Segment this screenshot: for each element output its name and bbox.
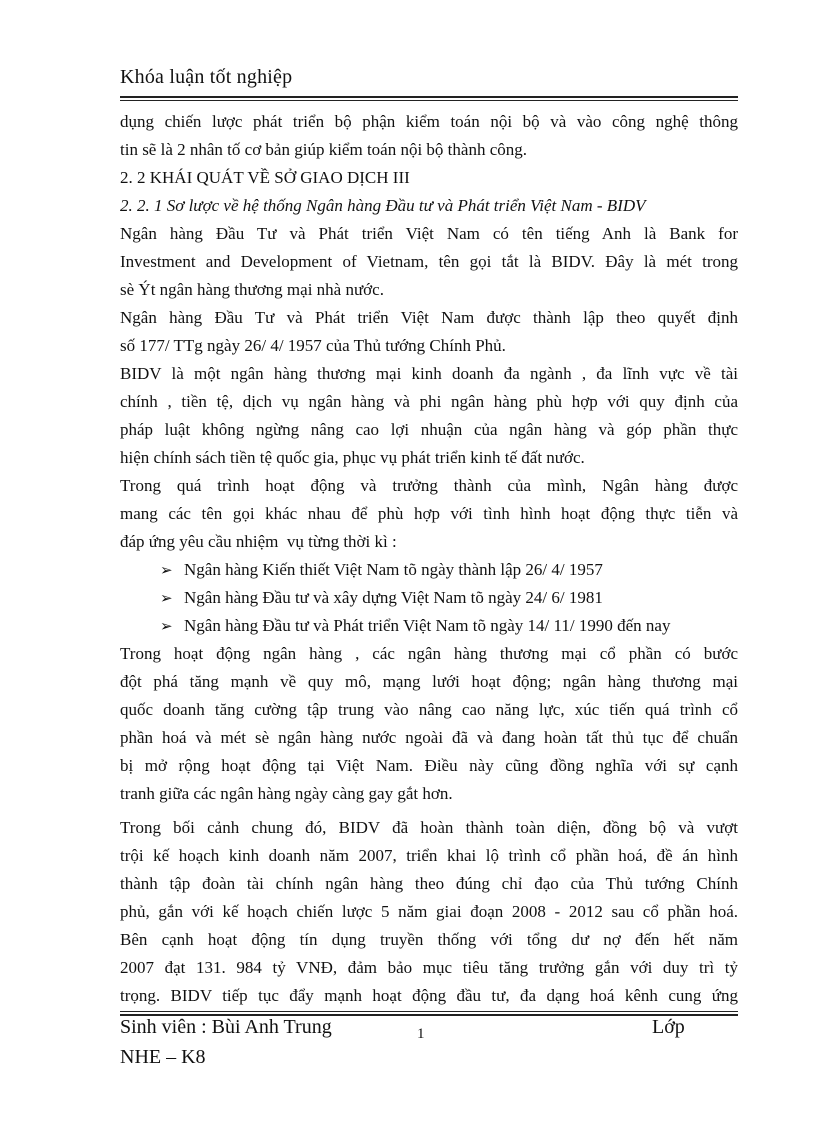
paragraph-line: tin sẽ là 2 nhân tố cơ bản giúp kiểm toán nội bộ thành công.	[120, 140, 527, 159]
header-rule-bottom	[120, 100, 738, 101]
paragraph-line: Trong hoạt động ngân hàng , các ngân hàng thương mại cổ phần có bước	[120, 644, 738, 663]
paragraph-line: Trong bối cảnh chung đó, BIDV đã hoàn thành toàn diện, đồng bộ và vượt	[120, 818, 738, 837]
paragraph-line: sè Ýt ngân hàng thương mại nhà nước.	[120, 280, 384, 299]
bullet-item	[120, 612, 738, 640]
paragraph-line: đáp ứng yêu cầu nhiệm vụ từng thời kì :	[120, 532, 397, 551]
bullet-arrow-icon: ➢	[160, 591, 173, 607]
paragraph-line: quốc doanh tăng cường tập trung vào nâng cao năng lực, xúc tiến quá trình cổ	[120, 700, 738, 719]
paragraph-line: tranh giữa các ngân hàng ngày càng gay gắt hơn.	[120, 784, 453, 803]
paragraph-line: phủ, gắn với kế hoạch chiến lược 5 năm giai đoạn 2008 - 2012 sau cổ phần hoá.	[120, 902, 738, 921]
header-rule-top	[120, 96, 738, 98]
footer-rule-top	[120, 1011, 738, 1012]
paragraph-line: thành tập đoàn tài chính ngân hàng theo đúng chỉ đạo của Thủ tướng Chính	[120, 874, 738, 893]
bullet-text: Ngân hàng Kiến thiết Việt Nam tõ ngày thành lập 26/ 4/ 1957	[184, 560, 603, 579]
bullet-arrow-icon: ➢	[160, 619, 173, 635]
paragraph-line: trọng. BIDV tiếp tục đẩy mạnh hoạt động đầu tư, đa dạng hoá kênh cung ứng	[120, 986, 738, 1005]
paragraph-line: chính , tiền tệ, dịch vụ ngân hàng và phi ngân hàng phù hợp với quy định của	[120, 392, 738, 411]
footer-page-number: 1	[417, 1026, 425, 1042]
paragraph-line: BIDV là một ngân hàng thương mại kinh doanh đa ngành , đa lĩnh vực về tài	[120, 364, 738, 383]
footer-student-name: Sinh viên : Bùi Anh Trung	[120, 1016, 332, 1038]
paragraph-line: 2007 đạt 131. 984 tỷ VNĐ, đảm bảo mục tiêu tăng trưởng gắn với duy trì tỷ	[120, 958, 738, 977]
paragraph-line: mang các tên gọi khác nhau để phù hợp với tình hình hoạt động thực tiễn và	[120, 504, 738, 523]
subsection-heading: 2. 2. 1 Sơ lược về hệ thống Ngân hàng Đầu tư và Phát triển Việt Nam - BIDV	[120, 196, 646, 215]
paragraph-line: Bên cạnh hoạt động tín dụng truyền thống với tổng dư nợ đến hết năm	[120, 930, 738, 949]
page-header-title: Khóa luận tốt nghiệp	[120, 66, 293, 88]
paragraph-line: Ngân hàng Đầu Tư và Phát triển Việt Nam có tên tiếng Anh là Bank for	[120, 224, 738, 243]
paragraph-line: Ngân hàng Đầu Tư và Phát triển Việt Nam được thành lập theo quyết định	[120, 308, 738, 327]
paragraph-line: bị mở rộng hoạt động tại Việt Nam. Điều này cũng đồng nghĩa với sự cạnh	[120, 756, 738, 775]
paragraph-line: trội kế hoạch kinh doanh năm 2007, triển khai lộ trình cổ phần hoá, đề án hình	[120, 846, 738, 865]
footer-class-code: NHE – K8	[120, 1046, 206, 1068]
footer-class-label: Lớp	[652, 1016, 685, 1038]
paragraph-line: dụng chiến lược phát triển bộ phận kiểm toán nội bộ và vào công nghệ thông	[120, 112, 738, 131]
paragraph-line: số 177/ TTg ngày 26/ 4/ 1957 của Thủ tướng Chính Phủ.	[120, 336, 506, 355]
bullet-item	[120, 584, 738, 612]
document-body	[120, 108, 738, 1010]
bullet-item	[120, 556, 738, 584]
bullet-text: Ngân hàng Đầu tư và xây dựng Việt Nam tõ ngày 24/ 6/ 1981	[184, 588, 603, 607]
bullet-text: Ngân hàng Đầu tư và Phát triển Việt Nam tõ ngày 14/ 11/ 1990 đến nay	[184, 616, 671, 635]
paragraph-line: pháp luật không ngừng nâng cao lợi nhuận của ngân hàng và góp phần thực	[120, 420, 738, 439]
paragraph-line: đột phá tăng mạnh về quy mô, mạng lưới hoạt động; ngân hàng thương mại	[120, 672, 738, 691]
paragraph-line: Investment and Development of Vietnam, tên gọi tắt là BIDV. Đây là mét trong	[120, 252, 738, 271]
paragraph-line: hiện chính sách tiền tệ quốc gia, phục vụ phát triển kinh tế đất nước.	[120, 448, 585, 467]
paragraph-line: Trong quá trình hoạt động và trưởng thành của mình, Ngân hàng được	[120, 476, 738, 495]
bullet-arrow-icon: ➢	[160, 563, 173, 579]
section-heading: 2. 2 KHÁI QUÁT VỀ SỞ GIAO DỊCH III	[120, 168, 410, 187]
paragraph-line: phần hoá và mét sè ngân hàng nước ngoài đã và đang hoàn tất thủ tục để chuẩn	[120, 728, 738, 747]
